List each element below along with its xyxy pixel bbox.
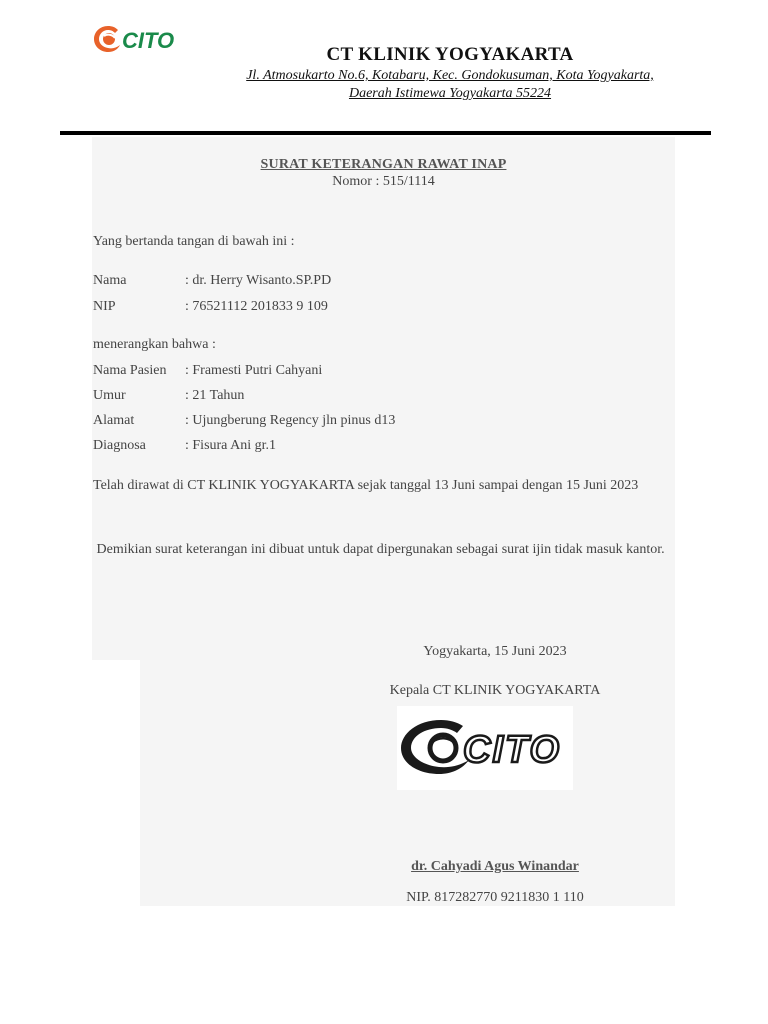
signer-value-name: : dr. Herry Wisanto.SP.PD bbox=[185, 273, 332, 288]
clinic-address-line1: Jl. Atmosukarto No.6, Kotabaru, Kec. Gondokusuman, Kota Yogyakarta, bbox=[246, 68, 654, 83]
place-date: Yogyakarta, 15 Juni 2023 bbox=[423, 644, 567, 659]
closing-statement: Demikian surat keterangan ini dibuat untuk dapat dipergunakan sebagai surat ijin tidak masuk kantor. bbox=[93, 542, 665, 557]
clinic-name: CT KLINIK YOGYAKARTA bbox=[326, 44, 574, 65]
signer-position: Kepala CT KLINIK YOGYAKARTA bbox=[389, 683, 601, 698]
svg-text:CITO: CITO bbox=[122, 28, 175, 53]
letter-title: SURAT KETERANGAN RAWAT INAP bbox=[260, 157, 507, 172]
letter-body-panel bbox=[92, 137, 675, 660]
patient-label-address: Alamat bbox=[93, 413, 135, 428]
patient-label-diagnosis: Diagnosa bbox=[93, 438, 146, 453]
svg-text:CITO: CITO bbox=[463, 729, 562, 771]
signer-label-name: Nama bbox=[93, 273, 127, 288]
patient-value-age: : 21 Tahun bbox=[185, 388, 245, 403]
signer-value-nip: : 76521112 201833 9 109 bbox=[185, 299, 328, 314]
clinic-address-line2: Daerah Istimewa Yogyakarta 55224 bbox=[348, 86, 552, 101]
signer-label-nip: NIP bbox=[93, 299, 116, 314]
treatment-statement: Telah dirawat di CT KLINIK YOGYAKARTA sejak tanggal 13 Juni sampai dengan 15 Juni 2023 bbox=[93, 478, 639, 493]
stamp-image bbox=[397, 706, 573, 790]
patient-label-name: Nama Pasien bbox=[93, 363, 167, 378]
patient-label-age: Umur bbox=[93, 388, 126, 403]
intro-text: Yang bertanda tangan di bawah ini : bbox=[93, 234, 295, 249]
cito-logo bbox=[92, 22, 192, 56]
header-divider bbox=[60, 131, 711, 135]
letter-number: Nomor : 515/1114 bbox=[332, 174, 435, 189]
cito-stamp-logo bbox=[397, 706, 573, 790]
patient-value-name: : Framesti Putri Cahyani bbox=[185, 363, 323, 378]
declares-text: menerangkan bahwa : bbox=[93, 337, 216, 352]
signer-nip: NIP. 817282770 9211830 1 110 bbox=[406, 890, 584, 905]
patient-value-diagnosis: : Fisura Ani gr.1 bbox=[185, 438, 277, 453]
patient-value-address: : Ujungberung Regency jln pinus d13 bbox=[185, 413, 396, 428]
signer-name: dr. Cahyadi Agus Winandar bbox=[411, 859, 579, 874]
